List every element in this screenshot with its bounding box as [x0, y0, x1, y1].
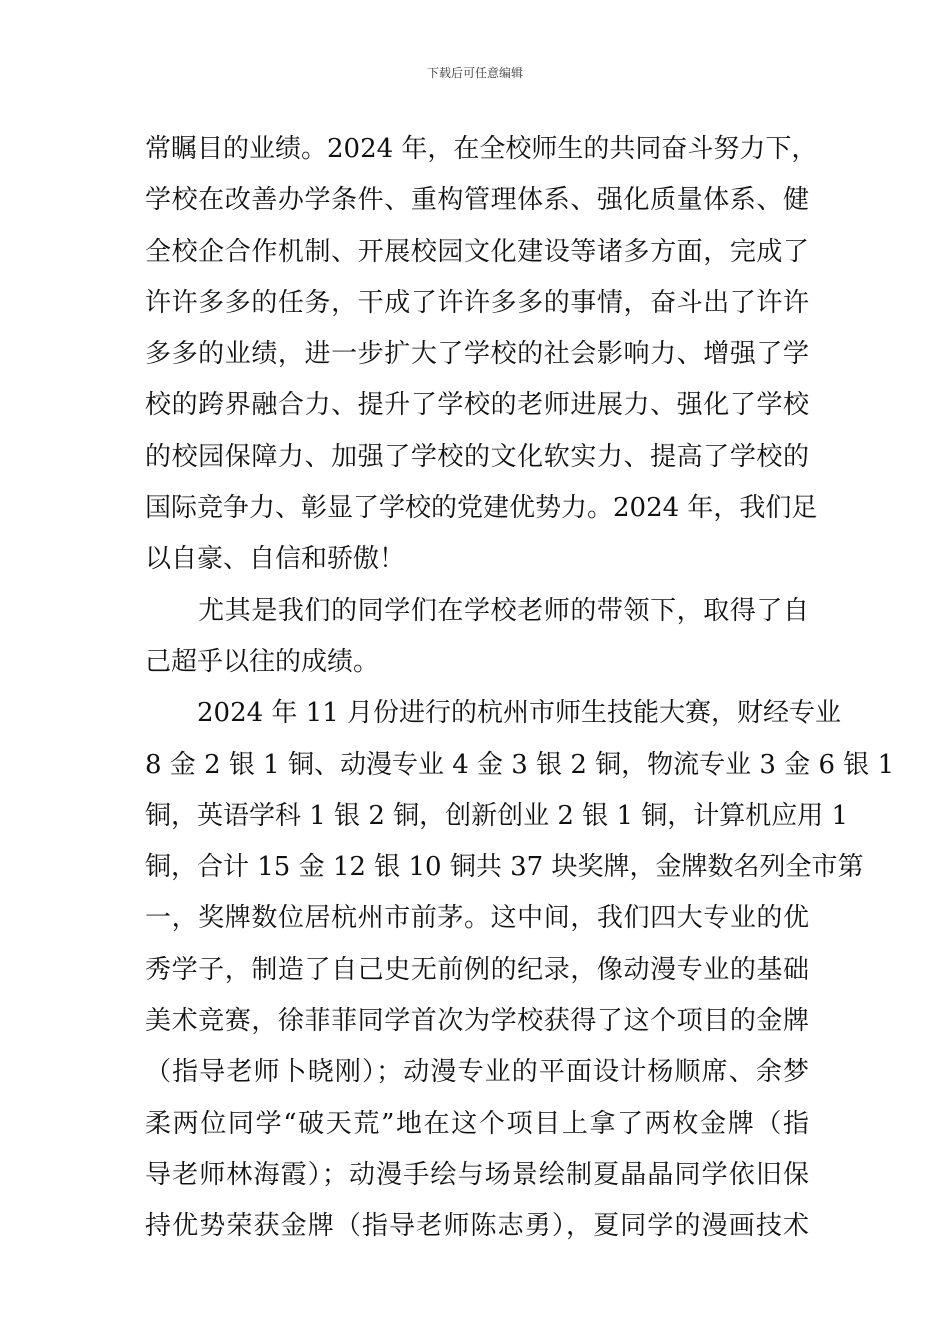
paragraph-end-line: 己超乎以往的成绩。 [145, 646, 380, 677]
text-line: 导老师林海霞）；动漫手绘与场景绘制夏晶晶同学依旧保 [145, 1159, 809, 1190]
text-line: 常瞩目的业绩。2024 年，在全校师生的共同奋斗努力下， [145, 134, 818, 164]
text-line: 多多的业绩，进一步扩大了学校的社会影响力、增强了学 [145, 339, 809, 370]
text-line: 校的跨界融合力、提升了学校的老师进展力、强化了学校 [145, 390, 809, 421]
text-line: （指导老师卜晓刚）；动漫专业的平面设计杨顺席、余梦 [145, 1057, 809, 1088]
text-line: 铜，合计 15 金 12 银 10 铜共 37 块奖牌，金牌数名列全市第 [145, 852, 864, 883]
text-line: 的校园保障力、加强了学校的文化软实力、提高了学校的 [145, 441, 809, 472]
text-line: 铜，英语学科 1 银 2 铜，创新创业 2 银 1 铜，计算机应用 1 [145, 800, 849, 831]
text-line: 美术竞赛，徐菲菲同学首次为学校获得了这个项目的金牌 [145, 1006, 809, 1037]
page-header: 下载后可任意编辑 [426, 66, 523, 80]
text-line: 学校在改善办学条件、重构管理体系、强化质量体系、健 [145, 185, 809, 216]
text-line: 柔两位同学“破天荒”地在这个项目上拿了两枚金牌（指 [145, 1108, 809, 1139]
text-line: 许许多多的任务，干成了许许多多的事情，奋斗出了许许 [145, 287, 809, 318]
text-line: 尤其是我们的同学们在学校老师的带领下，取得了自 [145, 595, 809, 626]
text-line: 2024 年 11 月份进行的杭州市师生技能大赛，财经专业 [145, 698, 842, 729]
document-body [145, 124, 895, 1253]
paragraph-end-line: 以自豪、自信和骄傲！ [145, 544, 406, 575]
text-line: 8 金 2 银 1 铜、动漫专业 4 金 3 银 2 铜，物流专业 3 金 6 银 1 [145, 749, 895, 780]
text-line: 一，奖牌数位居杭州市前茅。这中间，我们四大专业的优 [145, 903, 809, 934]
text-line: 国际竞争力、彰显了学校的党建优势力。2024 年，我们足 [145, 493, 818, 524]
text-line: 持优势荣获金牌（指导老师陈志勇），夏同学的漫画技术 [145, 1211, 809, 1242]
text-line: 秀学子，制造了自己史无前例的纪录，像动漫专业的基础 [145, 954, 809, 985]
text-line: 全校企合作机制、开展校园文化建设等诸多方面，完成了 [145, 236, 809, 267]
